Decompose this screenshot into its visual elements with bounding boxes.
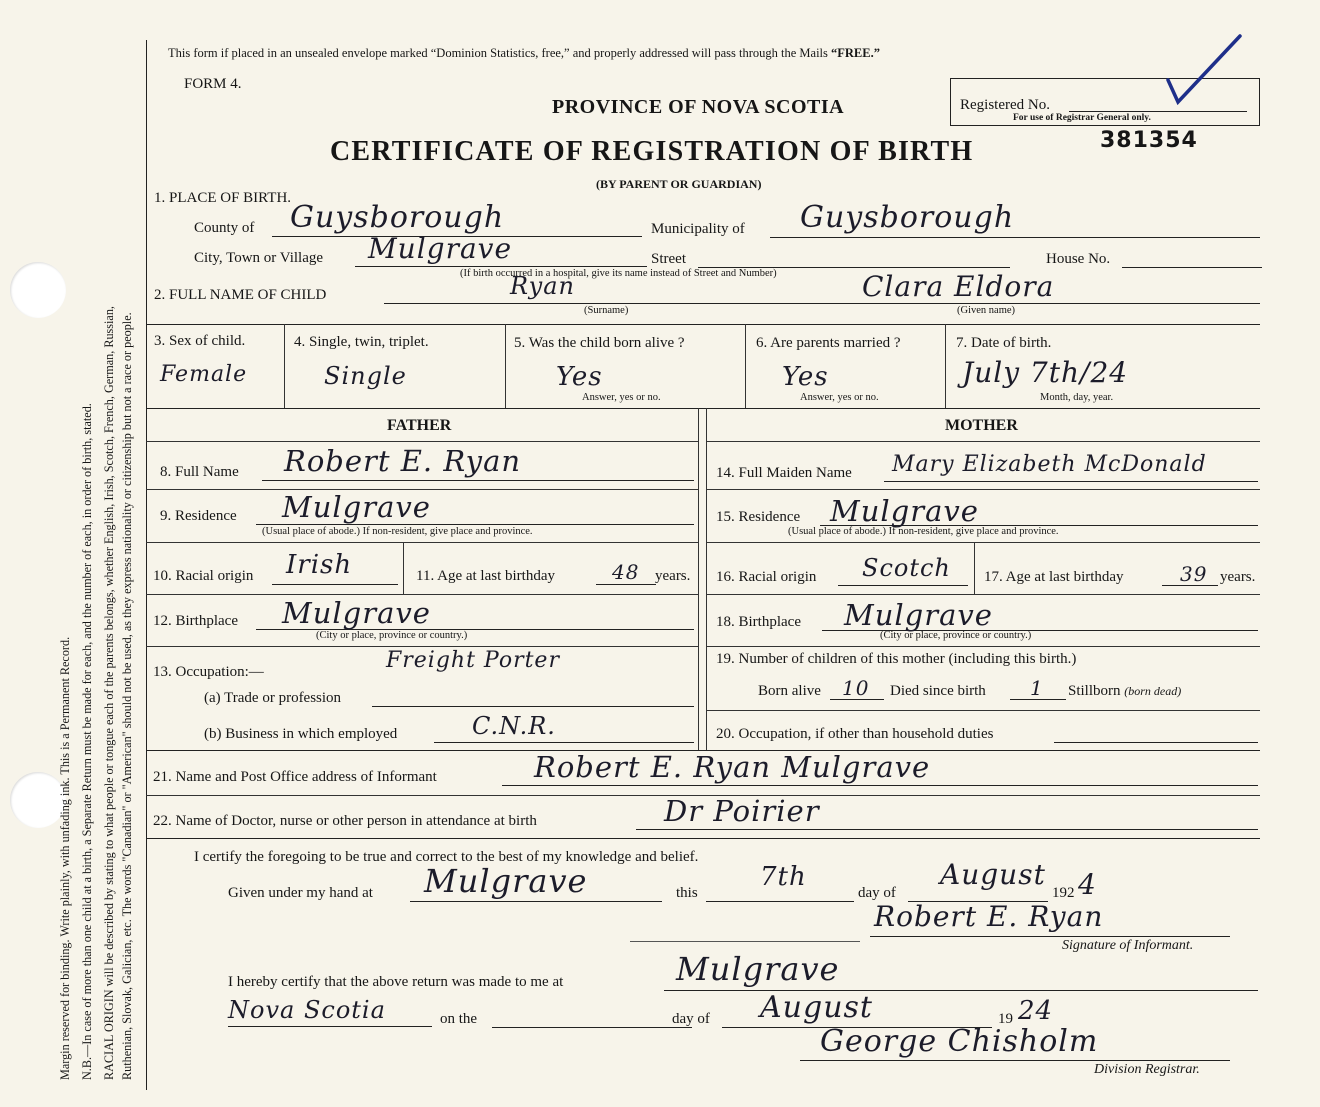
mother-birthplace-value: Mulgrave: [844, 598, 993, 632]
alive-value: Yes: [556, 362, 603, 392]
registered-line: [1069, 111, 1247, 112]
registrar-province-value: Nova Scotia: [228, 996, 386, 1024]
child-name-label: 2. FULL NAME OF CHILD: [154, 287, 327, 303]
city-value: Mulgrave: [368, 232, 513, 265]
plurality-label: 4. Single, twin, triplet.: [294, 334, 429, 350]
given-under-label: Given under my hand at: [228, 885, 373, 901]
mail-notice: This form if placed in an unsealed envelope marked “Dominion Statistics, free,” and properly addressed will pass through the Mails “FREE.”: [168, 46, 880, 60]
informant-signature-caption: Signature of Informant.: [1062, 938, 1194, 953]
registrar-signature: George Chisholm: [820, 1024, 1099, 1059]
married-value: Yes: [782, 362, 829, 392]
father-residence-label: 9. Residence: [160, 508, 237, 524]
registrar-onthe-label: on the: [440, 1011, 478, 1027]
mother-racial-value: Scotch: [862, 554, 951, 582]
children-count-label: 19. Number of children of this mother (including this birth.): [716, 651, 1077, 667]
certify-this-label: this: [676, 885, 698, 901]
registrar-signature-caption: Division Registrar.: [1094, 1062, 1200, 1077]
registrar-signature-line: [800, 1060, 1230, 1061]
died-value: 1: [1030, 676, 1044, 700]
trade-line: [372, 706, 694, 707]
registrar-dayof-label: day of: [672, 1011, 710, 1027]
row9-rule-right: [706, 542, 1260, 543]
checkmark-icon: [1160, 30, 1250, 110]
married-label: 6. Are parents married ?: [756, 335, 901, 351]
child-given-value: Clara Eldora: [862, 270, 1055, 303]
born-alive-label: Born alive: [758, 683, 821, 699]
parent-split-right: [706, 408, 707, 750]
row10-rule-right: [706, 594, 1260, 595]
father-racial-value: Irish: [286, 550, 353, 580]
heading-rule-left: [146, 441, 698, 442]
alive-caption: Answer, yes or no.: [582, 392, 661, 403]
mother-name-value: Mary Elizabeth McDonald: [892, 452, 1207, 477]
row3-div-1: [284, 324, 285, 408]
certify-place-line: [410, 901, 662, 902]
certify-place-value: Mulgrave: [424, 862, 588, 900]
father-heading: FATHER: [387, 417, 452, 434]
certify-day-value: 7th: [760, 862, 807, 892]
municipality-line: [770, 237, 1260, 238]
place-of-birth-heading: 1. PLACE OF BIRTH.: [154, 190, 292, 206]
margin-note-3: RACIAL ORIGIN will be described by stating to what people or tongue each of the parents belongs, whether English, Irish, Scotch, French, German, Russian,: [102, 306, 116, 1080]
registrar-place-line: [664, 990, 1258, 991]
dob-caption: Month, day, year.: [1040, 392, 1114, 403]
mother-occupation-label: 20. Occupation, if other than household duties: [716, 726, 994, 742]
doctor-label: 22. Name of Doctor, nurse or other person in attendance at birth: [153, 813, 537, 829]
row3-div-4: [945, 324, 946, 408]
margin-note-4: Ruthenian, Slovak, Galician, etc. The words "Canadian" or "American" should not be used, as they express nationality or citizenship but not a race or people.: [120, 312, 134, 1080]
mother-residence-value: Mulgrave: [830, 494, 979, 528]
row3-div-2: [505, 324, 506, 408]
mother-racial-label: 16. Racial origin: [716, 569, 817, 585]
binding-hole-top: [10, 262, 66, 318]
sex-label: 3. Sex of child.: [154, 333, 246, 349]
informant-signature-line: [870, 936, 1230, 937]
mail-free: “FREE.”: [831, 46, 880, 60]
mother-birthplace-label: 18. Birthplace: [716, 614, 801, 630]
mother-occupation-line: [1054, 742, 1258, 743]
row12-rule-right: [706, 646, 1260, 647]
surname-caption: (Surname): [584, 305, 629, 316]
father-age-div: [403, 542, 404, 594]
street-label: Street: [651, 251, 686, 267]
row9-rule-left: [146, 542, 698, 543]
row10-rule-left: [146, 594, 698, 595]
registrar-divider: [630, 941, 860, 942]
city-line: [355, 266, 647, 267]
informant-signature: Robert E. Ryan: [874, 900, 1104, 933]
sex-value: Female: [160, 362, 248, 387]
registrar-year-value: 24: [1018, 996, 1054, 1026]
form-left-border: [146, 40, 147, 1090]
heading-rule-right: [706, 441, 1260, 442]
trade-label: (a) Trade or profession: [204, 690, 342, 706]
registrar-place-value: Mulgrave: [676, 950, 840, 988]
registrar-province-line: [228, 1026, 432, 1027]
registrar-day-line: [492, 1027, 692, 1028]
province-heading: PROVINCE OF NOVA SCOTIA: [552, 96, 845, 118]
mother-name-label: 14. Full Maiden Name: [716, 465, 852, 481]
father-residence-caption: (Usual place of abode.) If non-resident, give place and province.: [262, 526, 533, 537]
margin-note-1: Margin reserved for binding. Write plainly, with unfading ink. This is a Permanent Record.: [58, 636, 72, 1080]
county-label: County of: [194, 220, 255, 236]
mother-age-value: 39: [1180, 562, 1208, 586]
form-number: FORM 4.: [184, 76, 242, 92]
father-birthplace-value: Mulgrave: [282, 596, 431, 630]
mother-birthplace-caption: (City or place, province or country.): [880, 630, 1032, 641]
alive-label: 5. Was the child born alive ?: [514, 335, 685, 351]
born-alive-value: 10: [842, 676, 870, 700]
mother-years-label: years.: [1220, 569, 1256, 585]
mother-age-div: [974, 542, 975, 594]
municipality-value: Guysborough: [800, 200, 1015, 235]
mother-age-label: 17. Age at last birthday: [984, 569, 1124, 585]
certify-month-value: August: [940, 858, 1046, 891]
certify-year-value: 4: [1078, 868, 1097, 901]
father-residence-line: [256, 524, 694, 525]
row3-div-3: [745, 324, 746, 408]
city-label: City, Town or Village: [194, 250, 324, 266]
certify-year-prefix: 192: [1052, 885, 1075, 901]
child-surname-value: Ryan: [510, 272, 575, 300]
county-value: Guysborough: [290, 200, 505, 235]
father-name-line: [262, 480, 694, 481]
informant-value: Robert E. Ryan Mulgrave: [534, 750, 931, 784]
stillborn-text: Stillborn: [1068, 683, 1121, 699]
mother-name-line: [884, 481, 1258, 482]
row22-bottom-rule: [146, 838, 1260, 839]
hospital-note: (If birth occurred in a hospital, give its name instead of Street and Number): [460, 268, 777, 279]
registrar-month-value: August: [760, 990, 873, 1025]
certify-day-line: [706, 901, 854, 902]
father-birthplace-caption: (City or place, province or country.): [316, 630, 468, 641]
certify-statement: I certify the foregoing to be true and correct to the best of my knowledge and belief.: [194, 849, 699, 865]
father-age-label: 11. Age at last birthday: [416, 568, 555, 584]
informant-label: 21. Name and Post Office address of Informant: [153, 769, 437, 785]
father-racial-label: 10. Racial origin: [153, 568, 254, 584]
father-name-value: Robert E. Ryan: [284, 444, 522, 478]
mother-heading: MOTHER: [945, 417, 1018, 434]
father-age-line: [596, 584, 656, 585]
given-caption: (Given name): [957, 305, 1016, 316]
father-business-value: C.N.R.: [472, 712, 556, 740]
father-age-value: 48: [612, 560, 640, 584]
row3-top-rule: [146, 324, 1260, 325]
registered-label: Registered No.: [960, 97, 1050, 113]
father-occupation-value: Freight Porter: [386, 648, 560, 673]
mother-residence-caption: (Usual place of abode.) If non-resident, give place and province.: [788, 526, 1059, 537]
child-name-line: [384, 303, 1260, 304]
plurality-value: Single: [324, 362, 407, 390]
informant-line: [502, 785, 1258, 786]
father-name-label: 8. Full Name: [160, 464, 239, 480]
father-racial-line: [272, 584, 398, 585]
father-years-label: years.: [655, 568, 691, 584]
mother-racial-line: [838, 585, 968, 586]
stillborn-note: (born dead): [1124, 684, 1182, 698]
died-label: Died since birth: [890, 683, 986, 699]
certify-dayof-label: day of: [858, 885, 896, 901]
margin-note-2: N.B.—In case of more than one child at a birth, a Separate Return must be made for each, and the number of each, in order of birth, stated.: [80, 403, 94, 1080]
father-occupation-label: 13. Occupation:—: [153, 664, 264, 680]
registrar-note: For use of Registrar General only.: [1013, 113, 1151, 123]
registered-number-value: 381354: [1100, 128, 1198, 153]
row19-rule-right: [706, 710, 1260, 711]
father-residence-value: Mulgrave: [282, 490, 431, 524]
father-birthplace-label: 12. Birthplace: [153, 613, 238, 629]
doctor-value: Dr Poirier: [664, 794, 820, 828]
mother-residence-label: 15. Residence: [716, 509, 801, 525]
row12-rule-left: [146, 646, 698, 647]
married-caption: Answer, yes or no.: [800, 392, 879, 403]
house-line: [1122, 267, 1262, 268]
row8-rule-right: [706, 489, 1260, 490]
row3-bottom-rule: [146, 408, 1260, 409]
certificate-title: CERTIFICATE OF REGISTRATION OF BIRTH: [330, 136, 974, 167]
doctor-line: [636, 829, 1258, 830]
business-label: (b) Business in which employed: [204, 726, 398, 742]
business-line: [434, 742, 694, 743]
registrar-statement: I hereby certify that the above return was made to me at: [228, 974, 564, 990]
parent-split-left: [698, 408, 699, 750]
dob-label: 7. Date of birth.: [956, 335, 1052, 351]
house-label: House No.: [1046, 251, 1111, 267]
stillborn-label: [1068, 683, 1181, 700]
certificate-subtitle: (BY PARENT OR GUARDIAN): [596, 177, 762, 191]
municipality-label: Municipality of: [651, 221, 745, 237]
dob-value: July 7th/24: [962, 356, 1129, 389]
registrar-year-prefix: 19: [998, 1011, 1013, 1027]
